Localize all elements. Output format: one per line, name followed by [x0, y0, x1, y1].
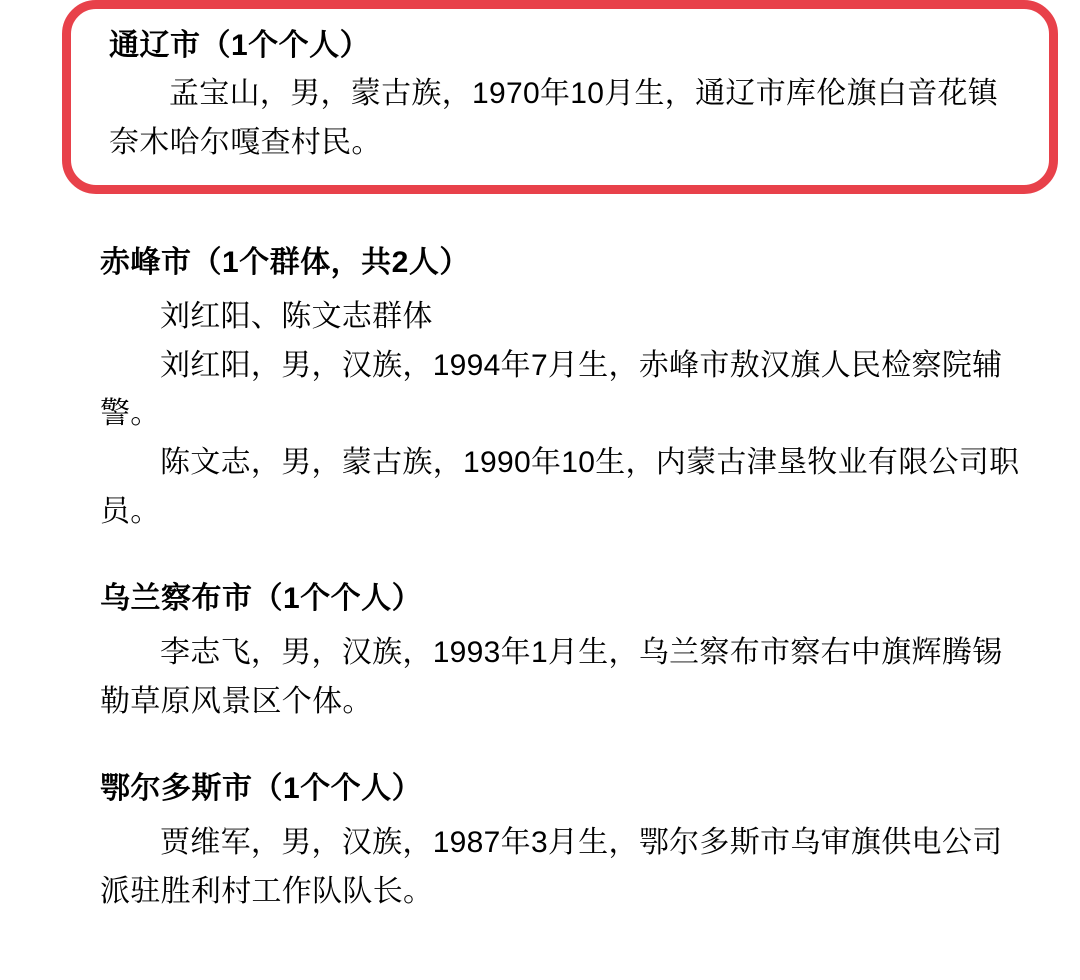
spacer — [100, 536, 1020, 576]
section-eerduosi — [100, 766, 1020, 916]
spacer — [100, 726, 1020, 766]
section-paragraph: 李志飞，男，汉族，1993年1月生，乌兰察布市察右中旗辉腾锡勒草原风景区个体。 — [100, 636, 1003, 718]
section-wulanchabu — [100, 576, 1020, 726]
section-paragraph: 刘红阳、陈文志群体 — [160, 300, 433, 334]
section-paragraph: 贾维军，男，汉族，1987年3月生，鄂尔多斯市乌审旗供电公司派驻胜利村工作队队长。 — [100, 826, 1003, 908]
section-chifeng — [100, 240, 1020, 536]
section-paragraph: 孟宝山，男，蒙古族，1970年10月生，通辽市库伦旗白音花镇奈木哈尔嘎查村民。 — [109, 77, 999, 159]
section-title-chifeng: 赤峰市（1个群体，共2人） — [100, 246, 470, 280]
spacer — [100, 194, 1020, 240]
section-tongliao — [109, 23, 1011, 167]
section-paragraph: 刘红阳，男，汉族，1994年7月生，赤峰市敖汉旗人民检察院辅警。 — [100, 348, 1003, 431]
section-title-eerduosi: 鄂尔多斯市（1个个人） — [100, 772, 423, 806]
spacer — [100, 621, 1020, 629]
section-title-tongliao: 通辽市（1个个人） — [109, 29, 371, 62]
section-title-wulanchabu: 乌兰察布市（1个个人） — [100, 582, 423, 616]
spacer — [100, 285, 1020, 293]
highlighted-section-tongliao — [62, 0, 1058, 194]
spacer — [100, 811, 1020, 819]
section-paragraph: 陈文志，男，蒙古族，1990年10生，内蒙古津垦牧业有限公司职员。 — [100, 445, 1020, 528]
